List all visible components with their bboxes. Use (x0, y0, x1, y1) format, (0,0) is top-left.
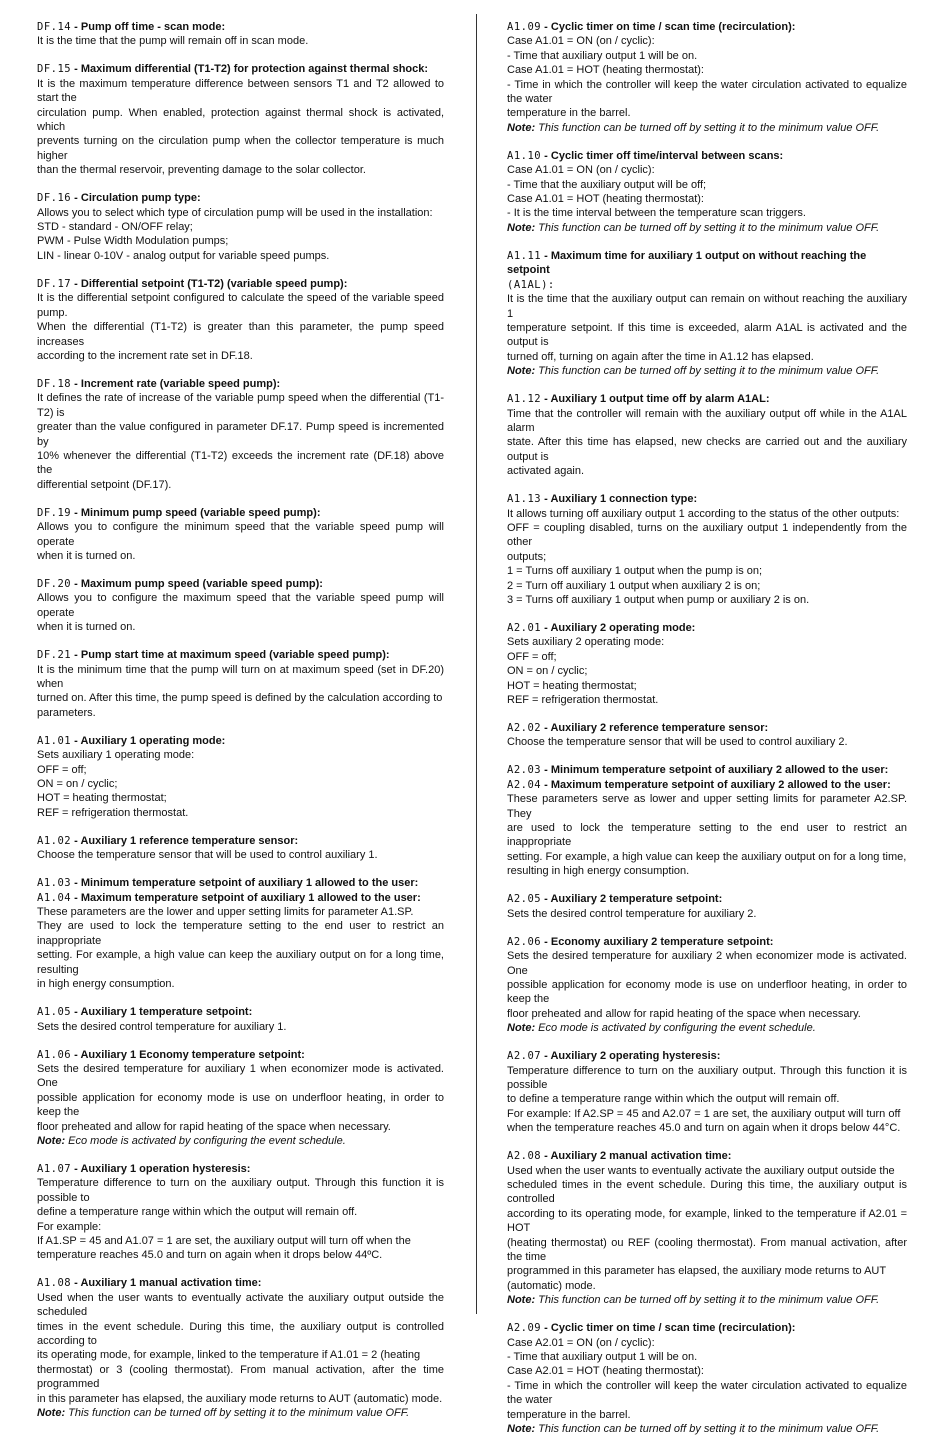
parameter-code: A2.02 (507, 722, 542, 735)
note-label: Note: (507, 221, 536, 234)
description-line: OFF = coupling disabled, turns on the auxiliary output 1 independently from the other (507, 521, 907, 549)
parameter-heading: A2.05 - Auxiliary 2 temperature setpoint: (507, 893, 723, 906)
parameter-title: Auxiliary 2 reference temperature sensor: (550, 722, 769, 735)
description-line: - Time in which the controller will keep the water circulation activated to equalize the water (507, 1379, 907, 1407)
parameter-code: A2.06 (507, 935, 542, 948)
description-line: These parameters are the lower and upper setting limits for parameter A1.SP. (37, 906, 414, 919)
parameter-code: A1.13 (507, 493, 542, 506)
parameter-code: DF.18 (37, 377, 72, 390)
description-line: These parameters serve as lower and upper setting limits for parameter A2.SP. They (507, 793, 907, 820)
parameter-heading: A2.07 - Auxiliary 2 operating hysteresis: (507, 1050, 721, 1063)
note-label: Note: (507, 1022, 536, 1035)
parameter-heading: DF.16 - Circulation pump type: (37, 192, 201, 205)
parameter-heading: DF.19 - Minimum pump speed (variable speed pump): (37, 506, 321, 519)
parameter-title: Minimum pump speed (variable speed pump): (80, 506, 321, 519)
parameter-section (507, 1149, 907, 1307)
description-line: It is the maximum temperature difference between sensors T1 and T2 allowed to start the (37, 77, 444, 105)
parameter-heading: A1.01 - Auxiliary 1 operating mode: (37, 734, 226, 747)
description-line: When the differential (T1-T2) is greater than this parameter, the pump speed increases (37, 321, 444, 348)
description-line: PWM - Pulse Width Modulation pumps; (37, 235, 229, 248)
description-line: They are used to lock the temperature setting to the end user to restrict an inappropriate (37, 920, 444, 947)
column-divider (476, 14, 477, 1314)
parameter-code: A2.08 (507, 1150, 542, 1163)
description-line: its operating mode, for example, linked to the temperature if A1.01 = 2 (heating (37, 1349, 421, 1362)
description-line: resulting in high energy consumption. (507, 865, 690, 878)
description-line: temperature setpoint. If this time is exceeded, alarm A1AL is activated and the output is (507, 321, 907, 349)
description-line: It allows turning off auxiliary output 1 according to the status of the other outputs: (507, 507, 900, 520)
parameter-heading-secondary: A2.04 - Maximum temperature setpoint of auxiliary 2 allowed to the user: (507, 778, 891, 791)
parameter-code: A1.11 (507, 249, 542, 262)
description-line: Sets the desired temperature for auxiliary 1 when economizer mode is activated. One (37, 1062, 444, 1090)
description-line: temperature reaches 45.0 and turn on again when it drops below 44ºC. (37, 1249, 383, 1262)
right-column (507, 20, 907, 1450)
parameter-section (507, 149, 907, 235)
parameter-section (37, 506, 444, 564)
description-line: Case A1.01 = ON (on / cyclic): (507, 164, 655, 177)
description-line: - Time that auxiliary output 1 will be on. (507, 1351, 698, 1364)
description-line: - Time that auxiliary output 1 will be on. (507, 49, 698, 62)
parameter-note (507, 364, 907, 378)
description-line: REF = refrigeration thermostat. (37, 806, 189, 819)
note-label: Note: (507, 1423, 536, 1436)
description-line: according to its operating mode, for example, linked to the temperature if A2.01 = HOT (507, 1207, 907, 1235)
description-line: to define a temperature range within which the output will remain off. (507, 1093, 840, 1106)
parameter-title: Auxiliary 1 operating mode: (80, 734, 226, 747)
description-line: programmed in this parameter has elapsed, the auxiliary mode returns to AUT (507, 1265, 887, 1278)
parameter-section (37, 834, 444, 863)
parameter-section (37, 876, 444, 991)
description-line: (heating thermostat) ou REF (cooling thermostat). From manual activation, after the time (507, 1236, 907, 1263)
parameter-code: A1.05 (37, 1006, 72, 1019)
parameter-section (37, 191, 444, 263)
description-line: Sets auxiliary 1 operating mode: (37, 749, 195, 762)
description-line: Sets auxiliary 2 operating mode: (507, 636, 665, 649)
description-line: It is the time that the pump will remain off in scan mode. (37, 35, 309, 48)
parameter-note (507, 1422, 907, 1436)
description-line: are used to lock the temperature setting to the end user to restrict an inappropriate (507, 822, 907, 849)
description-line: when the temperature reaches 45.0 and turn on again when it drops below 44°C. (507, 1122, 901, 1135)
parameter-title: Auxiliary 1 manual activation time: (80, 1277, 262, 1290)
description-line: setting. For example, a high value can keep the auxiliary output on for a long time, (507, 850, 907, 863)
description-line: state. After this time has elapsed, new checks are carried out and the auxiliary output is (507, 436, 907, 463)
description-line: Allows you to configure the minimum speed that the variable speed pump will operate (37, 521, 444, 548)
description-line: For example: (37, 1220, 102, 1233)
note-text: Eco mode is activated by configuring the event schedule. (538, 1022, 816, 1035)
parameter-code: DF.15 (37, 63, 72, 76)
parameter-code: DF.21 (37, 649, 72, 662)
note-text: This function can be turned off by setting it to the minimum value OFF. (538, 121, 880, 134)
parameter-heading: DF.17 - Differential setpoint (T1-T2) (variable speed pump): (37, 277, 348, 290)
parameter-title: Auxiliary 1 operation hysteresis: (80, 1162, 251, 1175)
description-line: Allows you to configure the maximum speed that the variable speed pump will operate (37, 592, 444, 619)
parameter-code: A1.10 (507, 149, 542, 162)
description-line: It defines the rate of increase of the variable pump speed when the differential (T1-T2) is (37, 392, 444, 419)
parameter-heading: A2.03 - Minimum temperature setpoint of auxiliary 2 allowed to the user: (507, 764, 889, 777)
description-line: - It is the time interval between the temperature scan triggers. (507, 207, 806, 220)
description-line: differential setpoint (DF.17). (37, 478, 172, 491)
note-label: Note: (507, 121, 536, 134)
description-line: (automatic) mode. (507, 1279, 596, 1292)
parameter-heading: A2.02 - Auxiliary 2 reference temperature sensor: (507, 722, 769, 735)
description-line: Case A2.01 = HOT (heating thermostat): (507, 1365, 704, 1378)
description-line: setting. For example, a high value can keep the auxiliary output on for a long time, resulting (37, 949, 444, 976)
description-line: floor preheated and allow for rapid heating of the space when necessary. (37, 1120, 391, 1133)
parameter-heading: DF.15 - Maximum differential (T1-T2) for protection against thermal shock: (37, 63, 429, 76)
description-line: temperature in the barrel. (507, 1408, 631, 1421)
parameter-title: Auxiliary 2 operating mode: (550, 622, 696, 634)
description-line: circulation pump. When enabled, protection against thermal shock is activated, which (37, 106, 444, 134)
parameter-code: A1.04 (37, 891, 72, 904)
description-line: Choose the temperature sensor that will be used to control auxiliary 2. (507, 736, 848, 749)
parameter-title: Cyclic timer off time/interval between scans: (550, 149, 784, 162)
parameter-section (37, 277, 444, 363)
description-line: ON = on / cyclic; (507, 665, 588, 678)
parameter-title: Auxiliary 1 connection type: (550, 493, 698, 506)
parameter-title: Increment rate (variable speed pump): (80, 377, 281, 390)
parameter-heading: A1.05 - Auxiliary 1 temperature setpoint: (37, 1006, 253, 1019)
parameter-note (507, 1293, 907, 1307)
description-line: times in the event schedule. During this time, the auxiliary output is controlled according to (37, 1320, 444, 1347)
parameter-section (507, 892, 907, 921)
parameter-heading: DF.21 - Pump start time at maximum speed (variable speed pump): (37, 649, 390, 662)
description-line: - Time in which the controller will keep the water circulation activated to equalize the water (507, 78, 907, 106)
parameter-title: Maximum differential (T1-T2) for protection against thermal shock: (80, 63, 429, 76)
description-line: prevents turning on the circulation pump when the collector temperature is much higher (37, 135, 444, 162)
description-line: LIN - linear 0-10V - analog output for variable speed pumps. (37, 249, 330, 262)
description-line: temperature in the barrel. (507, 107, 631, 120)
description-line: It is the differential setpoint configured to calculate the speed of the variable speed pump. (37, 292, 444, 319)
parameter-code: DF.20 (37, 577, 72, 590)
parameter-title: Pump start time at maximum speed (variable speed pump): (80, 649, 390, 662)
parameter-code: A2.04 (507, 778, 542, 791)
parameter-section (507, 249, 907, 379)
description-line: Case A1.01 = ON (on / cyclic): (507, 35, 655, 48)
parameter-section (37, 1162, 444, 1263)
parameter-heading: A1.10 - Cyclic timer off time/interval between scans: (507, 149, 784, 162)
note-text: This function can be turned off by setting it to the minimum value OFF. (538, 365, 880, 378)
parameter-section (37, 648, 444, 720)
description-line: Allows you to select which type of circulation pump will be used in the installation: (37, 206, 433, 219)
parameter-section (37, 1276, 444, 1420)
parameter-note (507, 221, 907, 235)
parameter-heading: A2.06 - Economy auxiliary 2 temperature setpoint: (507, 935, 774, 948)
parameter-title: Cyclic timer on time / scan time (recirculation): (550, 1322, 796, 1335)
description-line: parameters. (37, 706, 96, 719)
parameter-note (37, 1134, 444, 1148)
description-line: Case A2.01 = ON (on / cyclic): (507, 1336, 655, 1349)
description-line: Used when the user wants to eventually activate the auxiliary output outside the (507, 1164, 895, 1177)
parameter-code: A2.05 (507, 893, 542, 906)
parameter-heading: A1.09 - Cyclic timer on time / scan time (recirculation): (507, 21, 796, 33)
parameter-section (507, 1049, 907, 1135)
parameter-code: A2.01 (507, 622, 542, 634)
parameter-section (507, 621, 907, 707)
parameter-section (507, 763, 907, 878)
parameter-section (507, 492, 907, 607)
parameter-heading-continued (507, 278, 907, 292)
description-line: For example: If A2.SP = 45 and A2.07 = 1 are set, the auxiliary output will turn off (507, 1107, 901, 1120)
description-line: than the thermal reservoir, preventing damage to the solar collector. (37, 164, 366, 177)
parameter-note (37, 1406, 444, 1420)
parameter-heading: DF.20 - Maximum pump speed (variable speed pump): (37, 577, 323, 590)
parameter-heading: A1.02 - Auxiliary 1 reference temperature sensor: (37, 834, 299, 847)
parameter-section (37, 1048, 444, 1149)
parameter-heading: A1.08 - Auxiliary 1 manual activation time: (37, 1277, 262, 1290)
parameter-title: Auxiliary 1 temperature setpoint: (80, 1006, 253, 1019)
parameter-code: A1.03 (37, 877, 72, 890)
description-line: greater than the value configured in parameter DF.17. Pump speed is incremented by (37, 421, 444, 448)
description-line: Temperature difference to turn on the auxiliary output. Through this function it is possible (507, 1064, 907, 1091)
left-column (37, 20, 444, 1434)
parameter-heading-secondary: A1.04 - Maximum temperature setpoint of auxiliary 1 allowed to the user: (37, 891, 421, 904)
description-line: outputs; (507, 550, 547, 563)
parameter-section (37, 577, 444, 635)
note-label: Note: (507, 365, 536, 378)
parameter-heading: DF.14 - Pump off time - scan mode: (37, 21, 226, 33)
parameter-heading: A2.08 - Auxiliary 2 manual activation time: (507, 1150, 732, 1163)
description-line: define a temperature range within which the output will remain off. (37, 1206, 358, 1219)
parameter-code: A1.12 (507, 393, 542, 406)
parameter-title: Maximum temperature setpoint of auxiliary 2 allowed to the user: (550, 778, 891, 791)
description-line: It is the time that the auxiliary output can remain on without reaching the auxiliary 1 (507, 293, 907, 320)
parameter-title: Auxiliary 2 operating hysteresis: (550, 1050, 721, 1063)
parameter-code: A1.06 (37, 1048, 72, 1061)
description-line: If A1.SP = 45 and A1.07 = 1 are set, the auxiliary output will turn off when the (37, 1234, 411, 1247)
parameter-code: DF.19 (37, 506, 72, 519)
parameter-heading: DF.18 - Increment rate (variable speed pump): (37, 377, 281, 390)
description-line: Case A1.01 = HOT (heating thermostat): (507, 193, 704, 206)
parameter-code: A2.03 (507, 764, 542, 777)
description-line: - Time that the auxiliary output will be off; (507, 178, 707, 191)
parameter-note (507, 121, 907, 135)
parameter-section (37, 734, 444, 820)
parameter-code: DF.16 (37, 192, 72, 205)
description-line: REF = refrigeration thermostat. (507, 694, 659, 707)
parameter-code: A2.07 (507, 1050, 542, 1063)
parameter-heading: A1.07 - Auxiliary 1 operation hysteresis: (37, 1162, 251, 1175)
parameter-title: Auxiliary 1 reference temperature sensor: (80, 834, 299, 847)
parameter-code: A2.09 (507, 1322, 542, 1335)
description-line: in high energy consumption. (37, 978, 175, 991)
parameter-code: A1.02 (37, 834, 72, 847)
parameter-code: A1.01 (37, 734, 72, 747)
parameter-heading: A1.11 - Maximum time for auxiliary 1 output on without reaching the setpoint (507, 249, 867, 277)
parameter-code: A1.08 (37, 1277, 72, 1290)
parameter-code: DF.14 (37, 21, 72, 33)
parameter-title: Auxiliary 1 output time off by alarm A1AL: (550, 393, 770, 406)
description-line: OFF = off; (507, 650, 557, 663)
description-line: according to the increment rate set in DF.18. (37, 349, 253, 362)
description-line: thermostat) or 3 (cooling thermostat). From manual activation, after the time programmed (37, 1363, 444, 1391)
parameter-title: Auxiliary 1 Economy temperature setpoint: (80, 1048, 305, 1061)
parameter-section (507, 721, 907, 750)
parameter-section (507, 935, 907, 1036)
parameter-title: Pump off time - scan mode: (80, 21, 226, 33)
parameter-code: A1.09 (507, 21, 542, 33)
description-line: It is the minimum time that the pump will turn on at maximum speed (set in DF.20) when (37, 663, 444, 690)
parameter-title: Minimum temperature setpoint of auxiliary 1 allowed to the user: (80, 877, 419, 890)
parameter-title: Maximum temperature setpoint of auxiliary 1 allowed to the user: (80, 891, 421, 904)
description-line: in this parameter has elapsed, the auxiliary mode returns to AUT (automatic) mode. (37, 1392, 443, 1405)
description-line: Sets the desired control temperature for auxiliary 2. (507, 907, 757, 920)
description-line: floor preheated and allow for rapid heating of the space when necessary. (507, 1007, 861, 1020)
parameter-title-cont: (A1AL): (507, 278, 555, 291)
description-line: Time that the controller will remain with the auxiliary output off while in the A1AL alarm (507, 407, 907, 434)
parameter-title: Cyclic timer on time / scan time (recirculation): (550, 21, 796, 33)
parameter-section (37, 20, 444, 49)
parameter-heading: A1.12 - Auxiliary 1 output time off by alarm A1AL: (507, 393, 770, 406)
description-line: possible application for economy mode is use on underfloor heating, in order to keep the (37, 1091, 444, 1119)
description-line: OFF = off; (37, 763, 87, 776)
parameter-section (507, 392, 907, 478)
parameter-section (507, 20, 907, 135)
parameter-title: Differential setpoint (T1-T2) (variable speed pump): (80, 277, 348, 290)
description-line: Used when the user wants to eventually activate the auxiliary output outside the scheduled (37, 1291, 444, 1319)
parameter-section (37, 62, 444, 177)
description-line: turned off, turning on again after the time in A1.12 has elapsed. (507, 350, 814, 363)
description-line: when it is turned on. (37, 621, 136, 634)
description-line: HOT = heating thermostat; (507, 679, 637, 692)
description-line: ON = on / cyclic; (37, 778, 118, 791)
parameter-title: Maximum time for auxiliary 1 output on without reaching the setpoint (507, 249, 867, 277)
note-text: Eco mode is activated by configuring the event schedule. (68, 1134, 346, 1147)
parameter-heading: A1.13 - Auxiliary 1 connection type: (507, 493, 698, 506)
description-line: 3 = Turns off auxiliary 1 output when pump or auxiliary 2 is on. (507, 594, 810, 606)
description-line: STD - standard - ON/OFF relay; (37, 221, 193, 234)
note-text: This function can be turned off by setting it to the minimum value OFF. (538, 1423, 880, 1436)
description-line: 10% whenever the differential (T1-T2) exceeds the increment rate (DF.18) above the (37, 449, 444, 477)
parameter-section (507, 1321, 907, 1436)
description-line: Sets the desired temperature for auxiliary 2 when economizer mode is activated. One (507, 950, 907, 977)
parameter-heading: A1.06 - Auxiliary 1 Economy temperature setpoint: (37, 1048, 305, 1061)
note-text: This function can be turned off by setting it to the minimum value OFF. (538, 1294, 880, 1307)
note-label: Note: (37, 1407, 66, 1420)
description-line: Choose the temperature sensor that will be used to control auxiliary 1. (37, 849, 378, 862)
parameter-section (37, 377, 444, 492)
parameter-heading: A2.09 - Cyclic timer on time / scan time (recirculation): (507, 1322, 796, 1335)
description-line: Temperature difference to turn on the auxiliary output. Through this function it is possible to (37, 1177, 444, 1204)
note-label: Note: (507, 1294, 536, 1307)
description-line: HOT = heating thermostat; (37, 792, 167, 805)
note-label: Note: (37, 1134, 66, 1147)
description-line: 1 = Turns off auxiliary 1 output when the pump is on; (507, 565, 763, 578)
parameter-title: Auxiliary 2 temperature setpoint: (550, 893, 723, 906)
description-line: when it is turned on. (37, 549, 136, 562)
parameter-title: Circulation pump type: (80, 192, 201, 205)
description-line: 2 = Turn off auxiliary 1 output when auxiliary 2 is on; (507, 579, 761, 592)
description-line: possible application for economy mode is use on underfloor heating, in order to keep the (507, 978, 907, 1006)
description-line: turned on. After this time, the pump speed is defined by the calculation according to (37, 692, 443, 705)
note-text: This function can be turned off by setting it to the minimum value OFF. (538, 221, 880, 234)
parameter-code: A1.07 (37, 1162, 72, 1175)
description-line: Sets the desired control temperature for auxiliary 1. (37, 1020, 287, 1033)
parameter-heading: A2.01 - Auxiliary 2 operating mode: (507, 622, 696, 634)
parameter-title: Minimum temperature setpoint of auxiliary 2 allowed to the user: (550, 764, 889, 777)
description-line: scheduled times in the event schedule. During this time, the auxiliary output is controlled (507, 1178, 907, 1206)
parameter-title: Auxiliary 2 manual activation time: (550, 1150, 732, 1163)
parameter-code: DF.17 (37, 277, 72, 290)
note-text: This function can be turned off by setting it to the minimum value OFF. (68, 1407, 410, 1420)
description-line: activated again. (507, 465, 585, 478)
parameter-note (507, 1021, 907, 1035)
description-line: Case A1.01 = HOT (heating thermostat): (507, 64, 704, 77)
parameter-title: Economy auxiliary 2 temperature setpoint: (550, 935, 774, 948)
parameter-title: Maximum pump speed (variable speed pump): (80, 577, 323, 590)
parameter-section (37, 1005, 444, 1034)
parameter-heading: A1.03 - Minimum temperature setpoint of auxiliary 1 allowed to the user: (37, 877, 419, 890)
